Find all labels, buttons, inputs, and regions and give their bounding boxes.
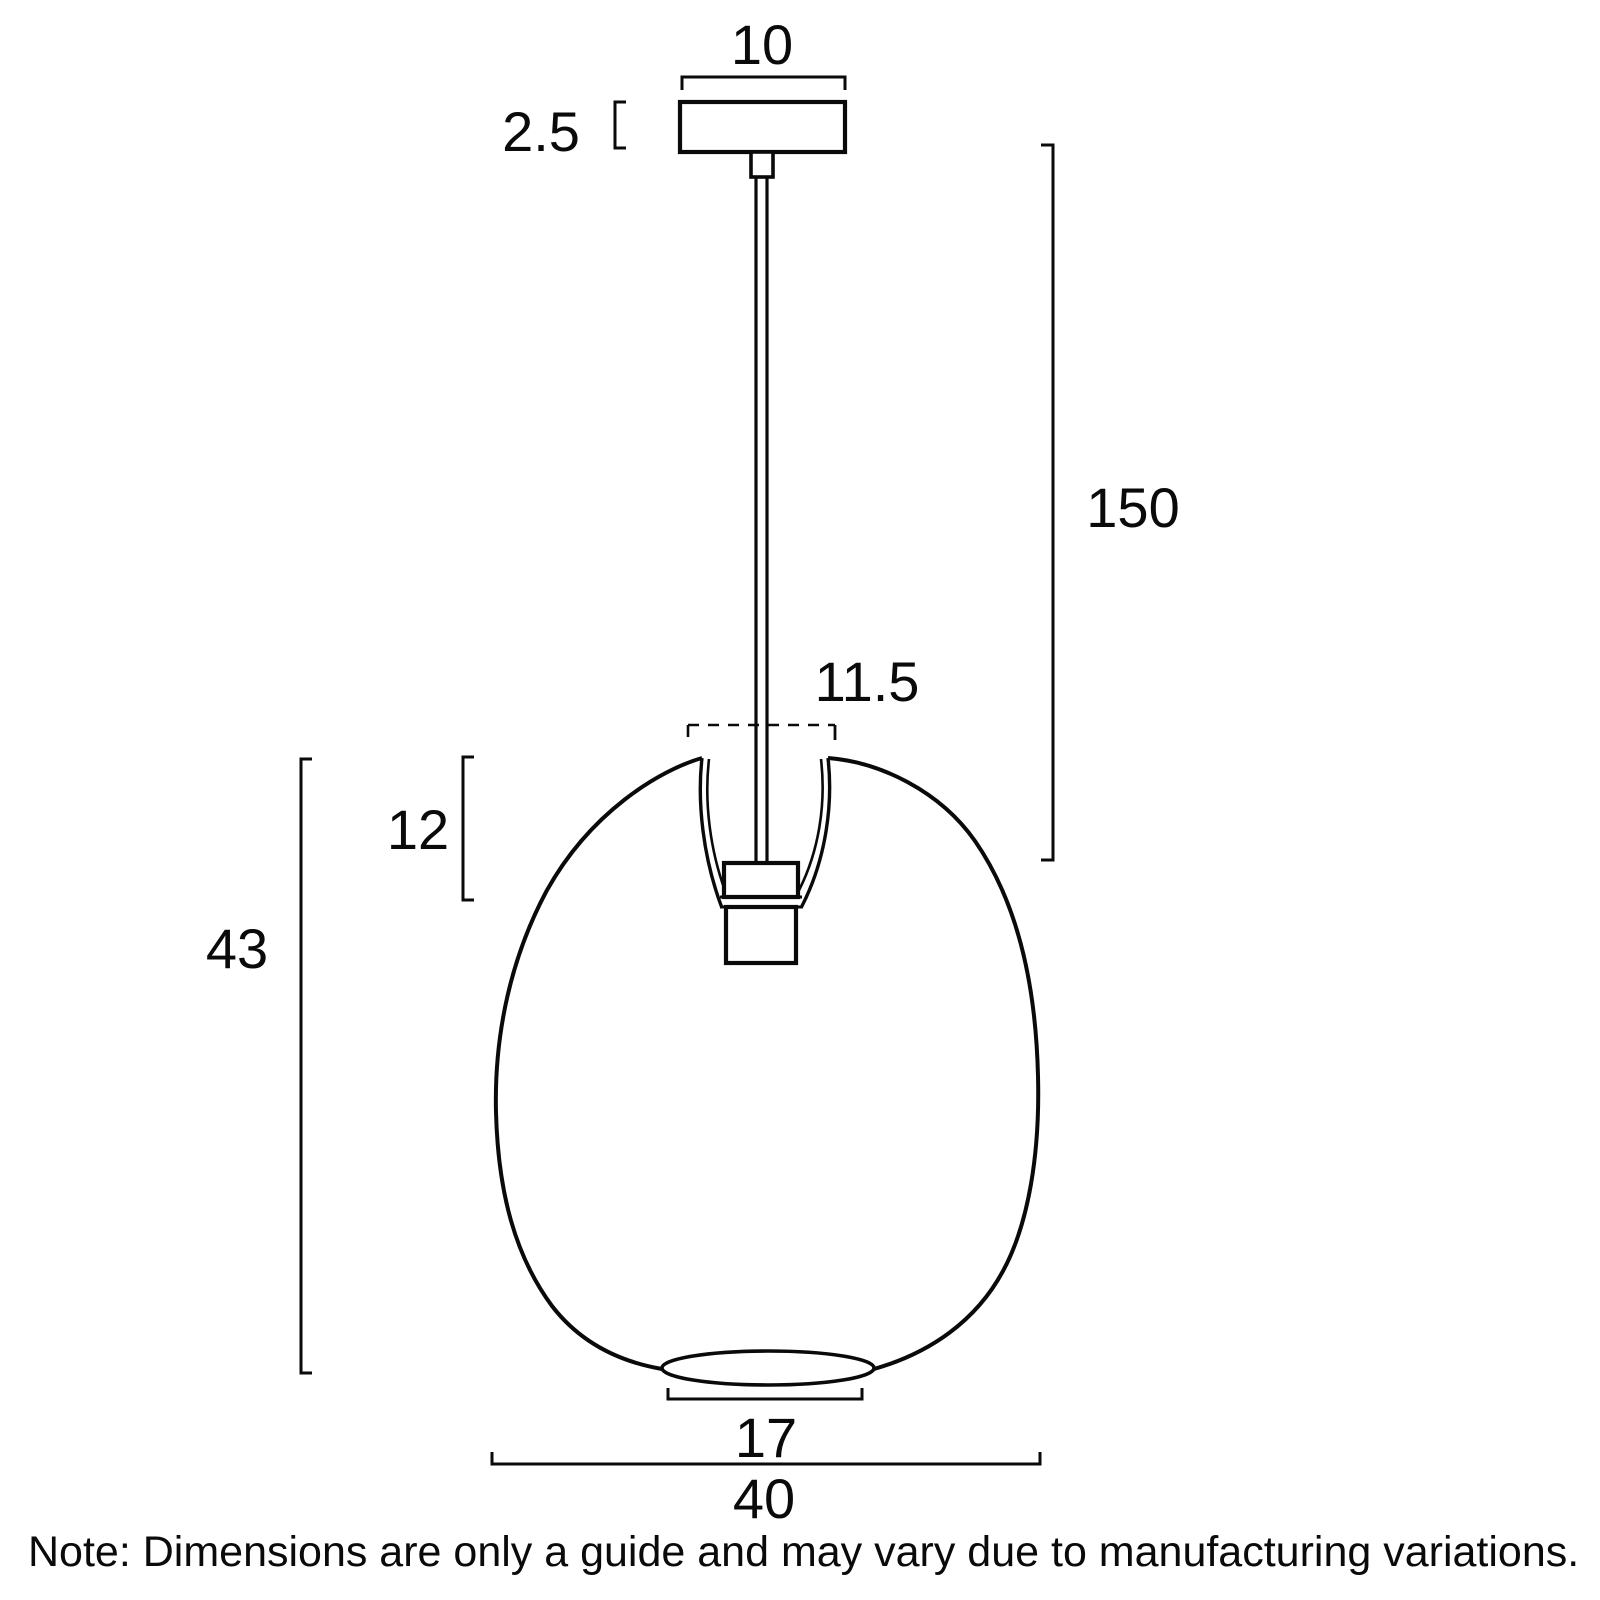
neck-depth-label: 12 <box>386 798 450 861</box>
canopy-width-label: 10 <box>730 13 794 76</box>
socket-lower-box <box>726 907 796 963</box>
suspension-length-dim-line <box>1041 145 1053 860</box>
bottom-opening-width-label: 17 <box>734 1406 798 1469</box>
canopy-width-dim-line <box>682 77 845 90</box>
funnel-right-outer-line <box>801 758 830 908</box>
canopy-outline <box>680 102 845 152</box>
lamp-socket <box>720 863 802 963</box>
canopy-height-label: 2.5 <box>502 100 580 163</box>
bottom-opening-ellipse <box>662 1351 874 1385</box>
socket-upper-box <box>724 863 798 897</box>
canopy-height-dim-line <box>615 102 626 148</box>
neck-depth-dim-line <box>463 757 474 900</box>
opening-width-dim-line <box>668 1388 862 1399</box>
shade-outline-left <box>496 758 702 1369</box>
neck-width-dim-line <box>688 725 835 740</box>
disclaimer-note: Note: Dimensions are only a guide and may vary due to manufacturing variations. <box>28 1528 1580 1576</box>
shade-height-dim-line <box>301 759 312 1373</box>
neck-opening-width-label: 11.5 <box>814 650 920 713</box>
canopy-stem <box>751 152 773 177</box>
suspension-rod <box>756 176 767 880</box>
shade-height-label: 43 <box>205 917 269 980</box>
ceiling-canopy <box>680 102 845 177</box>
shade-width-label: 40 <box>732 1467 796 1530</box>
suspension-length-label: 150 <box>1086 476 1180 539</box>
shade-outline-right <box>828 758 1038 1369</box>
